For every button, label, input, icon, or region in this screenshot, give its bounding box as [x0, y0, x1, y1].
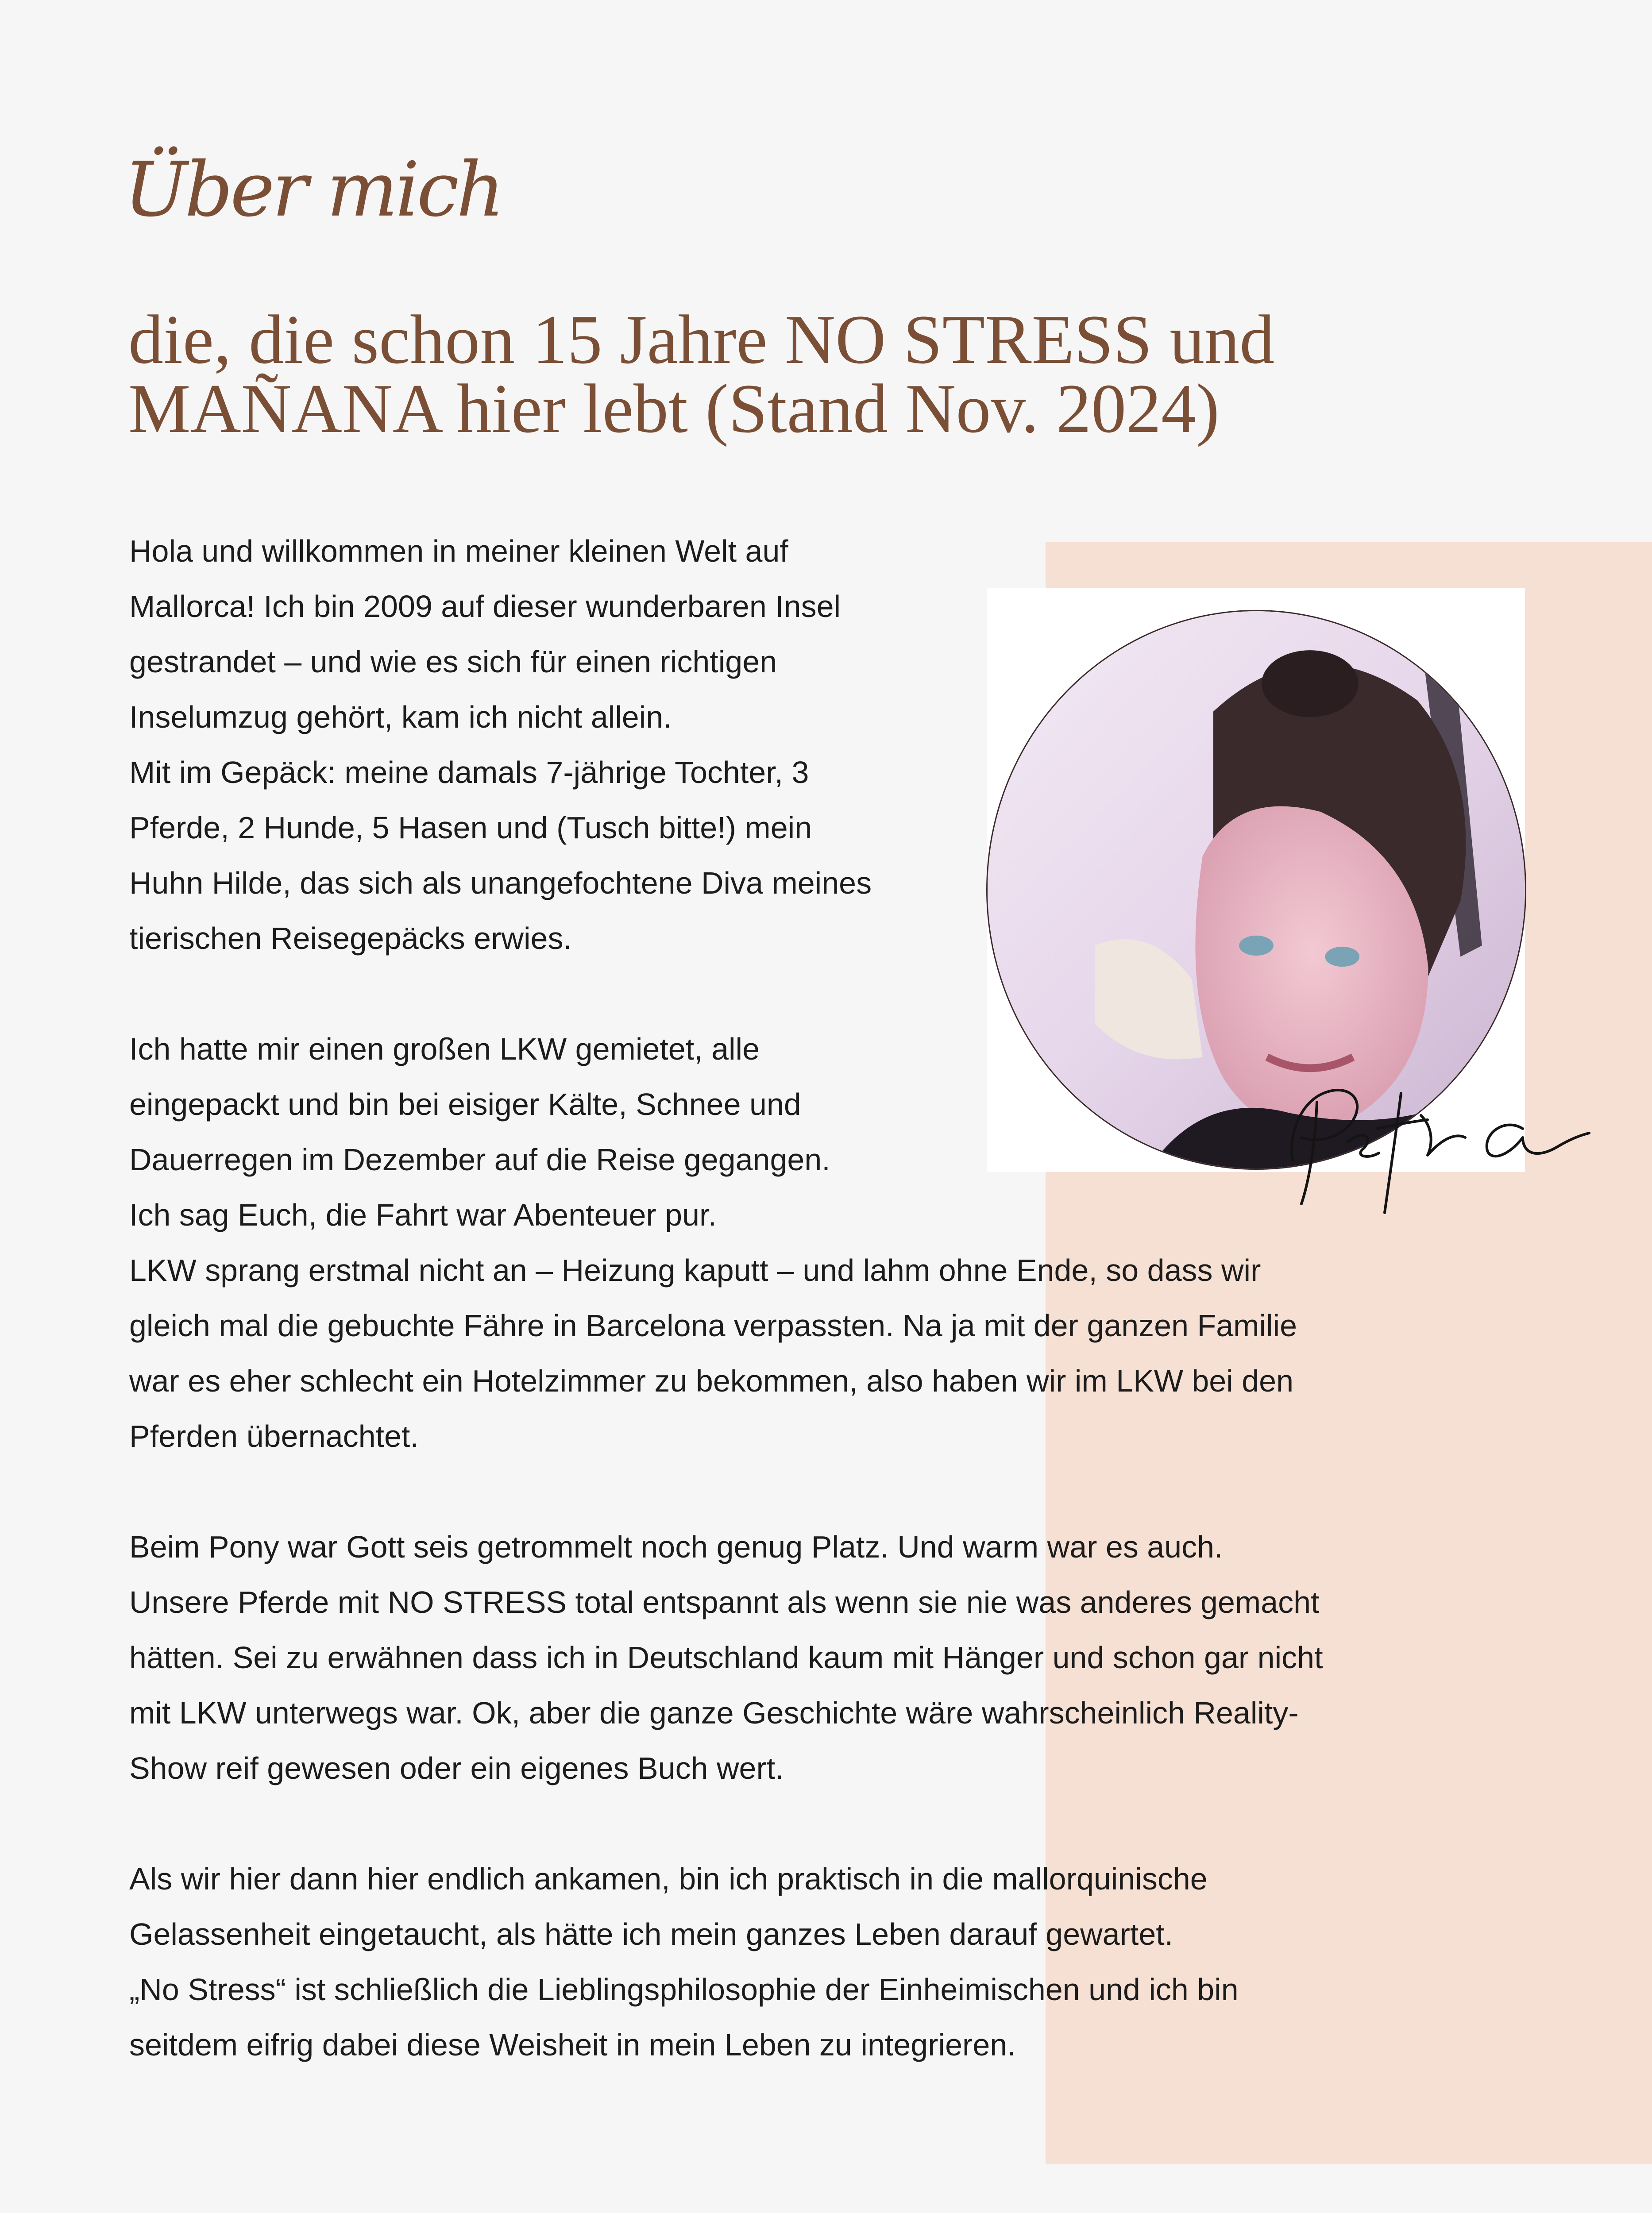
body-line: gleich mal die gebuchte Fähre in Barcelona verpassten. Na ja mit der ganzen Familie	[129, 1308, 1297, 1343]
body-line: Als wir hier dann hier endlich ankamen, bin ich praktisch in die mallorquinische	[129, 1862, 1208, 1896]
body-line: Ich sag Euch, die Fahrt war Abenteuer pur.	[129, 1198, 717, 1232]
body-line: hätten. Sei zu erwähnen dass ich in Deutschland kaum mit Hänger und schon gar nicht	[129, 1640, 1323, 1675]
page-subtitle: die, die schon 15 Jahre NO STRESS und MAÑANA hier lebt (Stand Nov. 2024)	[128, 301, 1275, 447]
body-line: Pferde, 2 Hunde, 5 Hasen und (Tusch bitte!) mein	[129, 810, 812, 845]
body-line: Ich hatte mir einen großen LKW gemietet, alle	[129, 1032, 760, 1066]
body-line: eingepackt und bin bei eisiger Kälte, Schnee und	[129, 1087, 801, 1122]
body-line: tierischen Reisegepäcks erwies.	[129, 921, 572, 956]
body-line: Hola und willkommen in meiner kleinen Welt auf	[129, 534, 788, 568]
body-line: Mallorca! Ich bin 2009 auf dieser wunderbaren Insel	[129, 589, 841, 624]
body-line: Mit im Gepäck: meine damals 7-jährige Tochter, 3	[129, 755, 809, 790]
body-line: „No Stress“ ist schließlich die Lieblingsphilosophie der Einheimischen und ich bin	[129, 1972, 1239, 2007]
body-line: Gelassenheit eingetaucht, als hätte ich mein ganzes Leben darauf gewartet.	[129, 1917, 1173, 1951]
body-line: Huhn Hilde, das sich als unangefochtene Diva meines	[129, 866, 872, 900]
body-text	[129, 0, 1546, 2213]
body-line: war es eher schlecht ein Hotelzimmer zu bekommen, also haben wir im LKW bei den	[129, 1364, 1294, 1398]
body-line: Unsere Pferde mit NO STRESS total entspannt als wenn sie nie was anderes gemacht	[129, 1585, 1320, 1619]
body-line: gestrandet – und wie es sich für einen richtigen	[129, 644, 777, 679]
body-line: mit LKW unterwegs war. Ok, aber die ganze Geschichte wäre wahrscheinlich Reality-	[129, 1696, 1299, 1730]
body-line: Pferden übernachtet.	[129, 1419, 419, 1453]
body-line: Beim Pony war Gott seis getrommelt noch genug Platz. Und warm war es auch.	[129, 1530, 1223, 1564]
body-line: LKW sprang erstmal nicht an – Heizung kaputt – und lahm ohne Ende, so dass wir	[129, 1253, 1261, 1288]
body-line: Inselumzug gehört, kam ich nicht allein.	[129, 700, 672, 734]
page-title: Über mich	[124, 146, 502, 234]
body-line: seitdem eifrig dabei diese Weisheit in mein Leben zu integrieren.	[129, 2028, 1016, 2062]
body-line: Show reif gewesen oder ein eigenes Buch wert.	[129, 1751, 784, 1785]
body-line: Dauerregen im Dezember auf die Reise gegangen.	[129, 1142, 830, 1177]
